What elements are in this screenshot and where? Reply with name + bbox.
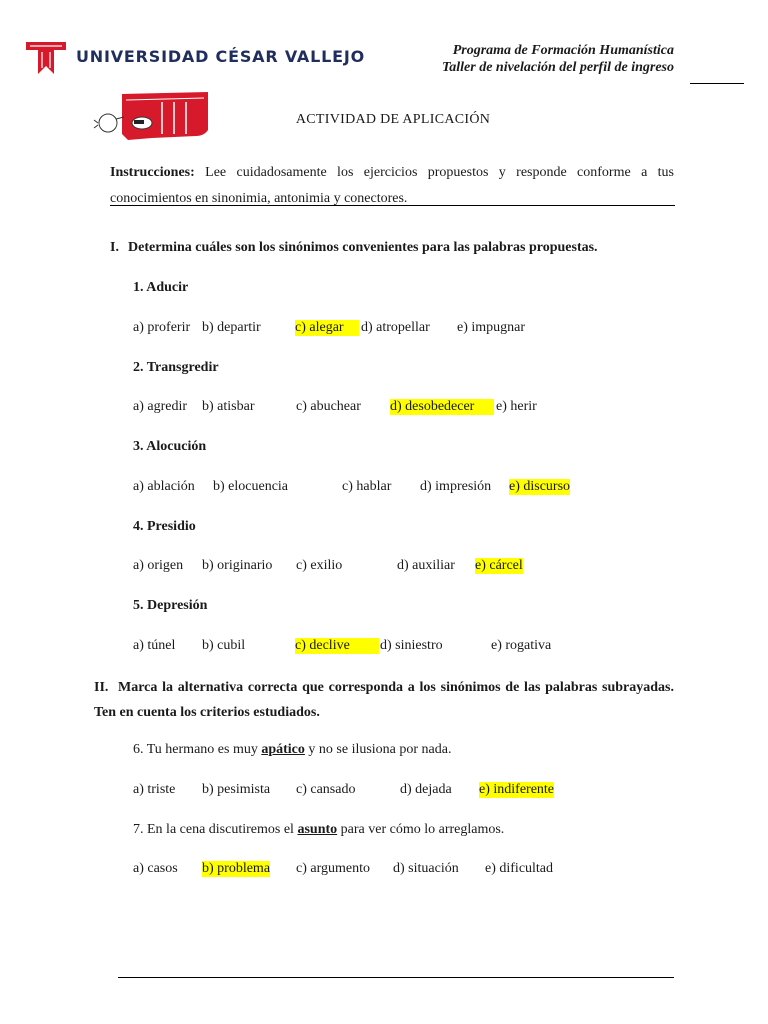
- footer-divider: [118, 977, 674, 978]
- item-5-option-e[interactable]: e) rogativa: [491, 638, 552, 653]
- item-7-option-e[interactable]: e) dificultad: [485, 861, 554, 876]
- section-2-heading: [94, 675, 674, 725]
- program-title: Programa de Formación Humanística: [452, 43, 674, 58]
- item-5-option-b[interactable]: b) cubil: [202, 638, 246, 653]
- workshop-title: Taller de nivelación del perfil de ingreso: [441, 60, 674, 75]
- item-1-option-b[interactable]: b) departir: [202, 320, 261, 335]
- item-1-option-c[interactable]: c) alegar: [295, 320, 359, 336]
- item-6-sentence-before: 6. Tu hermano es muy: [133, 742, 262, 757]
- instructions-text: Lee cuidadosamente los ejercicios propuestos y responde conforme a tus conocimientos en sinonimia, antonimia y conectores.: [110, 165, 674, 206]
- item-4-option-a[interactable]: a) origen: [133, 558, 184, 573]
- item-6-option-d[interactable]: d) dejada: [400, 782, 452, 797]
- section-2-numeral: II.: [94, 680, 109, 695]
- item-2-option-b[interactable]: b) atisbar: [202, 399, 255, 414]
- header-divider: [690, 83, 744, 84]
- section-2-text: Marca la alternativa correcta que corresponda a los sinónimos de las palabras subrayadas. Ten en cuenta los criterios estudiados.: [94, 680, 674, 720]
- item-4-option-c[interactable]: c) exilio: [296, 558, 343, 573]
- item-6-option-e[interactable]: e) indiferente: [479, 782, 555, 797]
- item-3-option-e[interactable]: e) discurso: [509, 479, 571, 494]
- item-6-option-a[interactable]: a) triste: [133, 782, 176, 797]
- item-5-option-c[interactable]: c) declive: [295, 638, 379, 654]
- item-4-option-d[interactable]: d) auxiliar: [397, 558, 455, 573]
- item-1-title: 1. Aducir: [133, 280, 189, 295]
- item-2-option-e[interactable]: e) herir: [496, 399, 537, 414]
- item-2-option-c[interactable]: c) abuchear: [296, 399, 361, 414]
- item-2-option-a[interactable]: a) agredir: [133, 399, 188, 414]
- section-1-heading: [110, 240, 598, 256]
- item-5-title: 5. Depresión: [133, 598, 208, 613]
- instructions-divider: [110, 205, 675, 206]
- item-7-sentence-after: para ver cómo lo arreglamos.: [337, 822, 505, 837]
- university-logo-icon: [24, 38, 68, 78]
- item-3-option-b[interactable]: b) elocuencia: [213, 479, 289, 494]
- item-3-title: 3. Alocución: [133, 439, 207, 454]
- item-7-option-c[interactable]: c) argumento: [296, 861, 370, 876]
- item-7-option-b[interactable]: b) problema: [202, 861, 271, 876]
- item-3-option-a[interactable]: a) ablación: [133, 479, 195, 494]
- header-program-info: [442, 42, 674, 76]
- section-1-numeral: I.: [110, 240, 119, 255]
- item-4-option-b[interactable]: b) originario: [202, 558, 273, 573]
- item-7-option-a[interactable]: a) casos: [133, 861, 178, 876]
- item-3-option-d[interactable]: d) impresión: [420, 479, 492, 494]
- item-3-option-c[interactable]: c) hablar: [342, 479, 392, 494]
- item-6-option-c[interactable]: c) cansado: [296, 782, 356, 797]
- item-7-keyword: asunto: [297, 822, 338, 837]
- item-6-keyword: apático: [261, 742, 305, 757]
- item-1-option-a[interactable]: a) proferir: [133, 320, 191, 335]
- item-5-option-d[interactable]: d) siniestro: [380, 638, 443, 653]
- section-1-text: Determina cuáles son los sinónimos convenientes para las palabras propuestas.: [128, 240, 598, 255]
- university-name: UNIVERSIDAD CÉSAR VALLEJO: [76, 47, 365, 66]
- item-6-option-b[interactable]: b) pesimista: [202, 782, 271, 797]
- item-4-option-e[interactable]: e) cárcel: [475, 558, 523, 573]
- item-2-option-d[interactable]: d) desobedecer: [390, 399, 494, 415]
- activity-title: ACTIVIDAD DE APLICACIÓN: [295, 112, 491, 127]
- item-2-title: 2. Transgredir: [133, 360, 219, 375]
- item-1-option-d[interactable]: d) atropellar: [361, 320, 430, 335]
- item-5-option-a[interactable]: a) túnel: [133, 638, 176, 653]
- item-7-sentence-before: 7. En la cena discutiremos el: [133, 822, 298, 837]
- item-7-option-d[interactable]: d) situación: [393, 861, 459, 876]
- item-4-title: 4. Presidio: [133, 519, 196, 534]
- item-6-sentence-after: y no se ilusiona por nada.: [304, 742, 452, 757]
- item-7-sentence: [133, 822, 504, 838]
- instructions-label: Instrucciones:: [110, 165, 195, 180]
- item-1-option-e[interactable]: e) impugnar: [457, 320, 526, 335]
- item-6-sentence: [133, 742, 452, 758]
